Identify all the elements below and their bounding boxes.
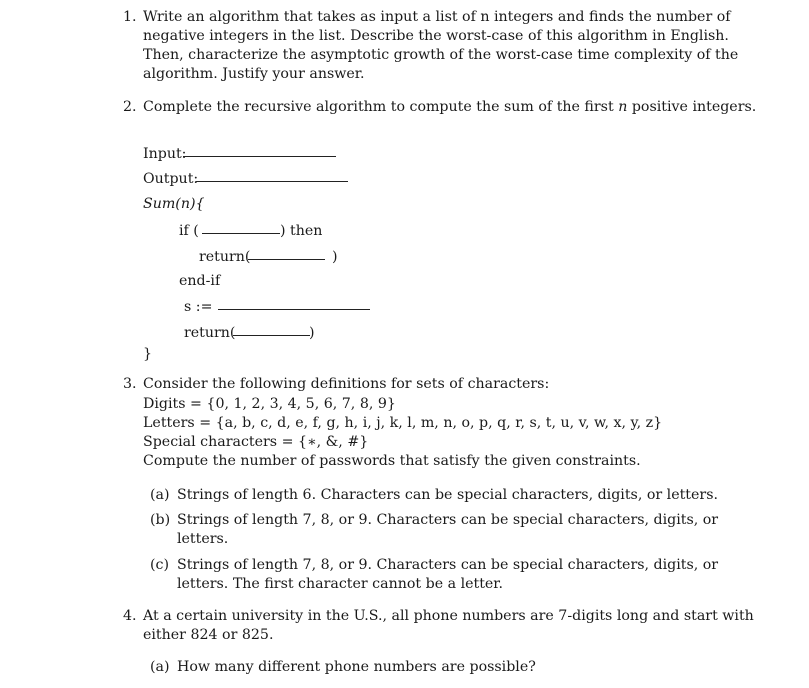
output-label: Output: [143,171,199,187]
q4-number: 4. [123,608,137,624]
q4-line-1: At a certain university in the U.S., all phone numbers are 7-digits long and start with [143,608,754,624]
q4a-label: (a) [150,659,170,675]
if-close: ) then [280,223,323,239]
s-assign-blank[interactable] [218,296,370,310]
q1-line-3: Then, characterize the asymptotic growth of the worst-case time complexity of the [143,47,739,63]
q1-line-4: algorithm. Justify your answer. [143,66,365,82]
q3c-line-1: Strings of length 7, 8, or 9. Characters can be special characters, digits, or [177,557,719,573]
q3a-label: (a) [150,487,170,503]
q2-prompt-var: n [618,99,628,115]
close-brace: } [143,346,153,362]
return-base-blank[interactable] [248,246,325,260]
q4a-text: How many different phone numbers are possible? [177,659,536,675]
q4-line-2: either 824 or 825. [143,627,274,643]
q2-prompt-after: positive integers. [631,99,757,115]
q3b-line-2: letters. [177,531,229,547]
q1-line-2: negative integers in the list. Describe the worst-case of this algorithm in English. [143,28,729,44]
q2-prompt [143,98,756,117]
if-condition-blank[interactable] [202,220,280,234]
input-label: Input: [143,146,187,162]
if-open: if ( [179,223,199,239]
return-open: return( [199,249,251,265]
q1-line-1: Write an algorithm that takes as input a list of n integers and finds the number of [143,9,731,25]
q3-number: 3. [123,376,137,392]
q3c-label: (c) [150,557,170,573]
return-close: ) [332,249,338,265]
digits-definition: Digits = {0, 1, 2, 3, 4, 5, 6, 7, 8, 9} [143,396,396,412]
q2-number: 2. [123,99,137,115]
q1-number: 1. [123,9,137,25]
q3c-line-2: letters. The first character cannot be a letter. [177,576,504,592]
output-blank[interactable] [196,168,348,182]
q3-compute: Compute the number of passwords that satisfy the given constraints. [143,453,641,469]
q3a-text: Strings of length 6. Characters can be special characters, digits, or letters. [177,487,718,503]
q3-intro: Consider the following definitions for sets of characters: [143,376,550,392]
return2-open: return( [184,325,236,341]
function-header: Sum(n){ [143,196,205,212]
special-definition: Special characters = {∗, &, #} [143,434,369,450]
q3b-label: (b) [150,512,171,528]
return-result-blank[interactable] [233,322,310,336]
q3b-line-1: Strings of length 7, 8, or 9. Characters can be special characters, digits, or [177,512,719,528]
q2-prompt-before: Complete the recursive algorithm to compute the sum of the first [143,99,614,115]
input-blank[interactable] [183,143,336,157]
s-assign: s := [184,299,213,315]
end-if: end-if [179,273,221,289]
letters-definition: Letters = {a, b, c, d, e, f, g, h, i, j, k, l, m, n, o, p, q, r, s, t, u, v, w, x, y, z} [143,415,663,431]
return2-close: ) [309,325,315,341]
